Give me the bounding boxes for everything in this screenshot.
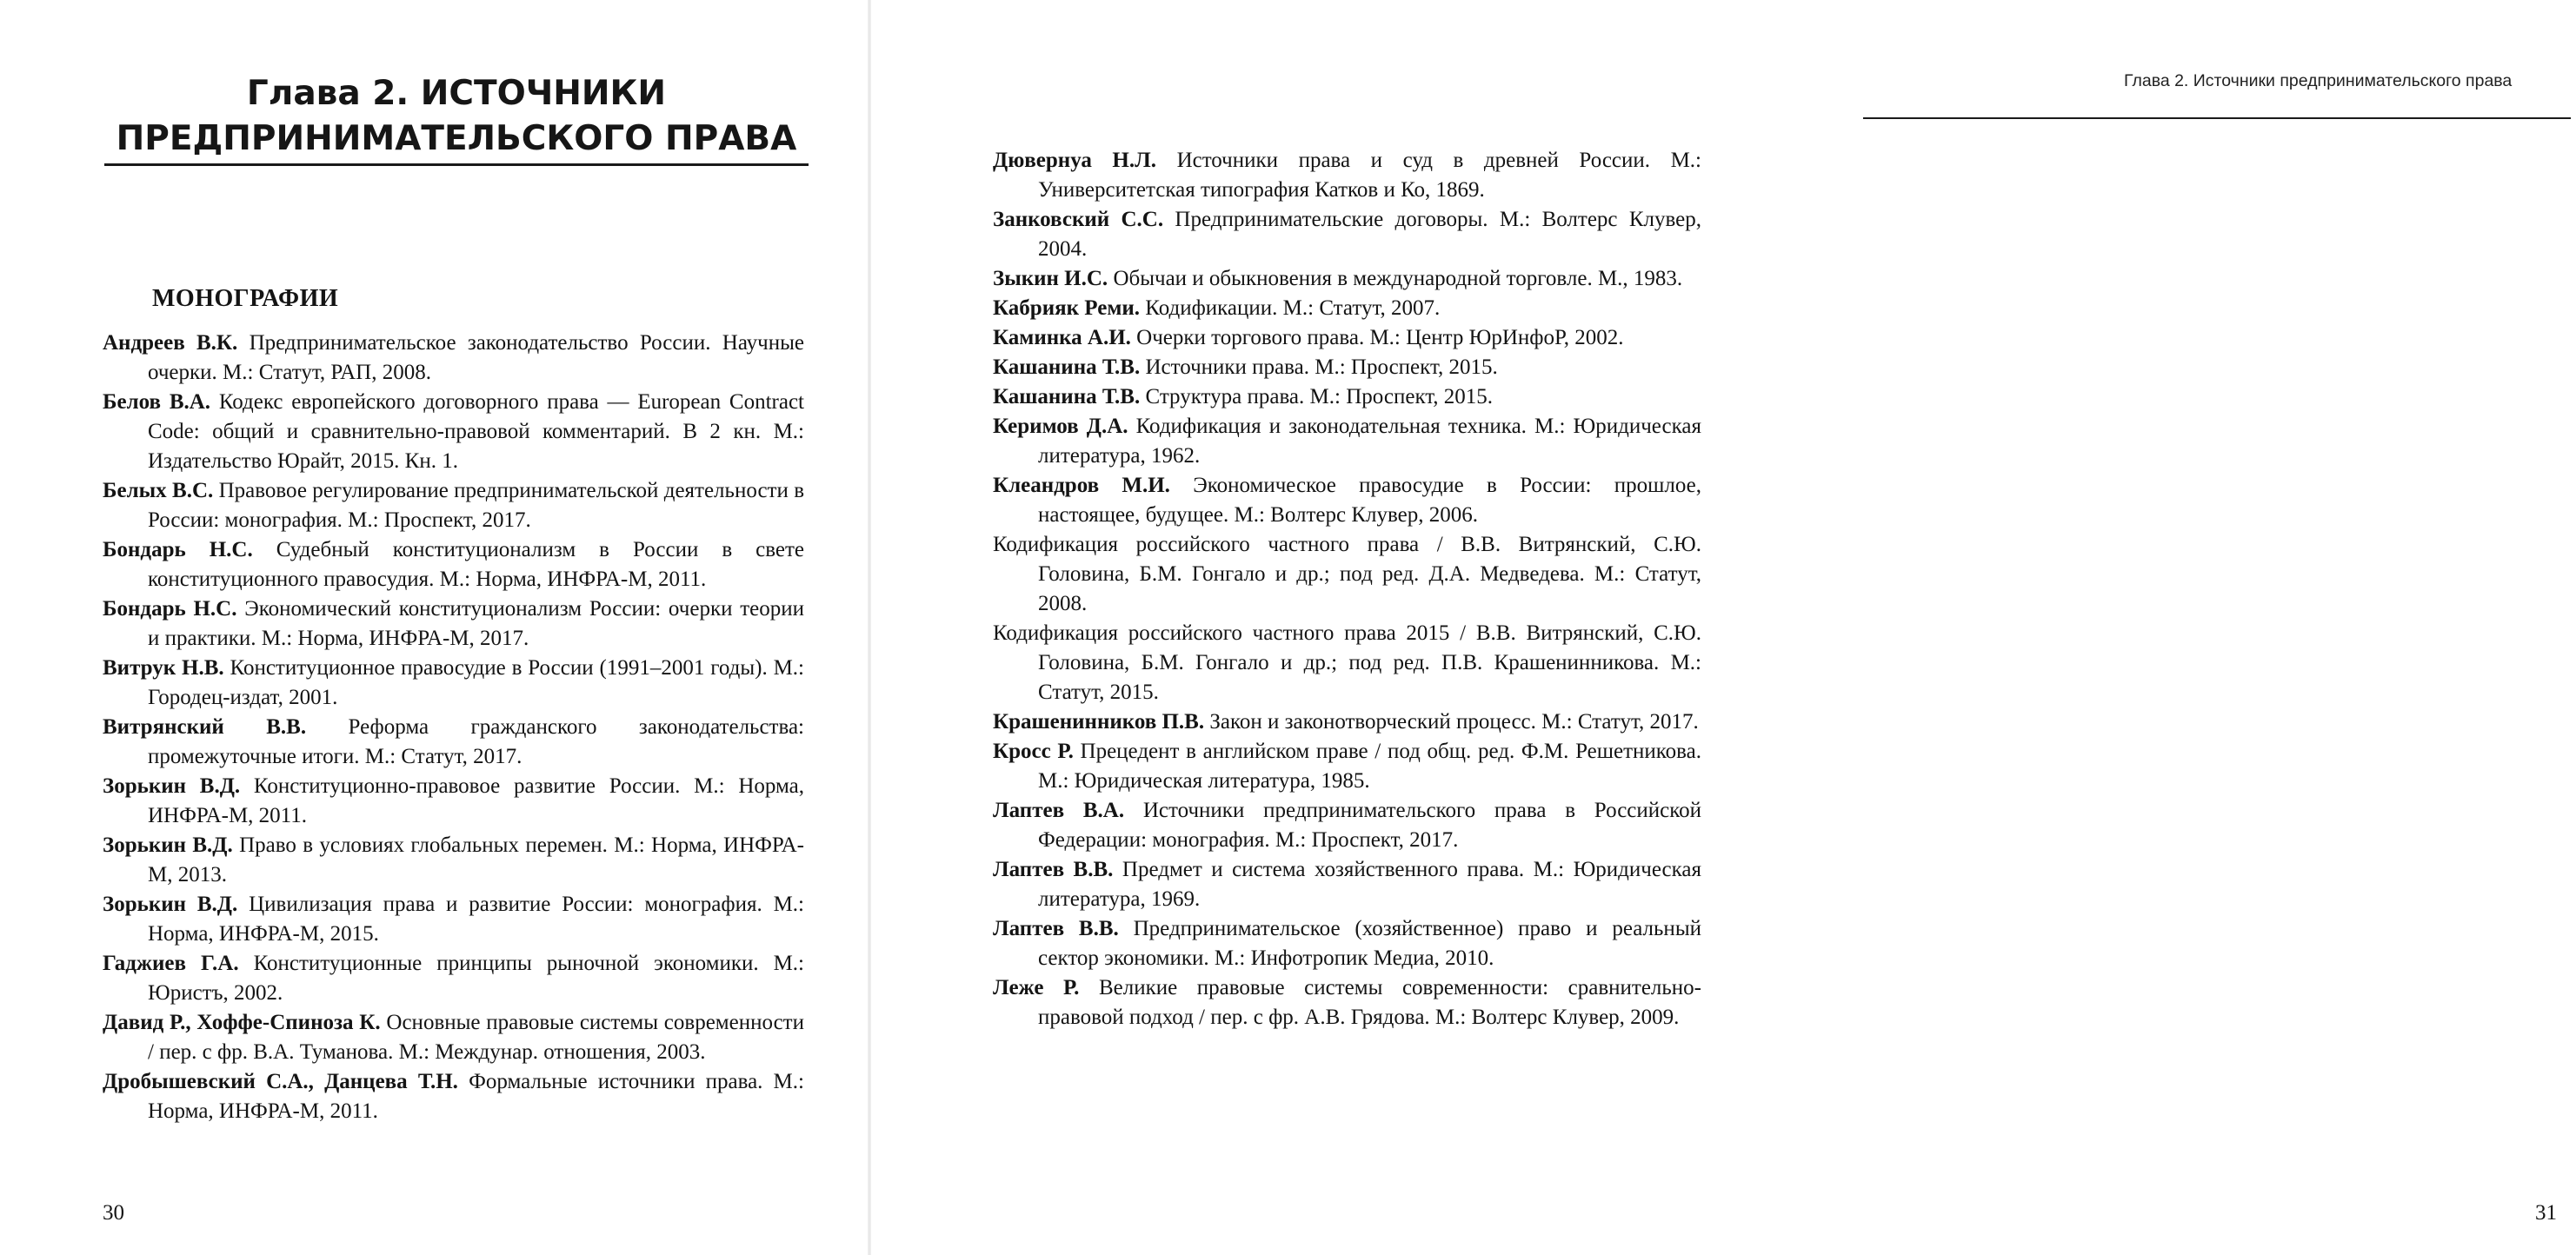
running-head-rule bbox=[1863, 117, 2571, 119]
entry-text: Формальные источники права. М.: Норма, ИНФРА-М, 2011. bbox=[148, 1070, 804, 1123]
bibliography-entry bbox=[993, 412, 1701, 471]
bibliography-list-right bbox=[993, 146, 1701, 1033]
title-rule bbox=[104, 163, 809, 166]
entry-author: Кросс Р. bbox=[993, 740, 1074, 763]
entry-author: Зыкин И.С. bbox=[993, 267, 1108, 290]
entry-author: Леже Р. bbox=[993, 976, 1080, 999]
entry-text: Кодекс европейского договорного права — European Contract Code: общий и сравнительно-правовой комментарий. В 2 кн. М.: Издательство Юрайт, 2015. Кн. 1. bbox=[148, 390, 804, 473]
bibliography-entry bbox=[103, 890, 804, 949]
entry-text: Цивилизация права и развитие России: монография. М.: Норма, ИНФРА-М, 2015. bbox=[148, 893, 804, 946]
entry-text: Кодификации. М.: Статут, 2007. bbox=[1140, 296, 1441, 320]
entry-author: Лаптев В.А. bbox=[993, 799, 1125, 822]
page-number-left: 30 bbox=[103, 1201, 124, 1225]
entry-author: Бондарь Н.С. bbox=[103, 597, 237, 621]
bibliography-entry bbox=[993, 146, 1701, 205]
entry-author: Зорькин В.Д. bbox=[103, 774, 241, 798]
bibliography-entry bbox=[993, 205, 1701, 264]
entry-text: Конституционно-правовое развитие России. М.: Норма, ИНФРА-М, 2011. bbox=[148, 774, 804, 827]
bibliography-entry bbox=[993, 737, 1701, 796]
bibliography-entry bbox=[993, 323, 1701, 353]
entry-author: Кашанина Т.В. bbox=[993, 385, 1141, 408]
page-number-right: 31 bbox=[2535, 1201, 2557, 1225]
bibliography-entry bbox=[993, 855, 1701, 914]
entry-author: Давид Р., Хоффе-Спиноза К. bbox=[103, 1011, 381, 1034]
entry-author: Кабрияк Реми. bbox=[993, 296, 1141, 320]
bibliography-entry bbox=[993, 707, 1701, 737]
bibliography-list-left bbox=[103, 329, 804, 1126]
entry-text: Кодификация российского частного права / В.В. Витрянский, С.Ю. Головина, Б.М. Гонгало и др.; под ред. Д.А. Медведева. М.: Статут, 2008. bbox=[993, 533, 1701, 615]
entry-author: Зорькин В.Д. bbox=[103, 893, 238, 916]
entry-author: Бондарь Н.С. bbox=[103, 538, 253, 561]
entry-text: Предпринимательские договоры. М.: Волтерс Клувер, 2004. bbox=[1038, 208, 1701, 261]
entry-text: Реформа гражданского законодательства: промежуточные итоги. М.: Статут, 2017. bbox=[148, 715, 804, 768]
bibliography-entry bbox=[103, 772, 804, 831]
entry-author: Дробышевский С.А., Данцева Т.Н. bbox=[103, 1070, 458, 1093]
entry-text: Основные правовые системы современности / пер. с фр. В.А. Туманова. М.: Междунар. отношения, 2003. bbox=[148, 1011, 804, 1064]
entry-author: Белов В.А. bbox=[103, 390, 211, 414]
entry-author: Зорькин В.Д. bbox=[103, 833, 233, 857]
entry-author: Гаджиев Г.А. bbox=[103, 952, 239, 975]
entry-text: Правовое регулирование предпринимательской деятельности в России: монография. М.: Проспект, 2017. bbox=[148, 479, 804, 532]
entry-author: Витрук Н.В. bbox=[103, 656, 224, 680]
chapter-title: Глава 2. ИСТОЧНИКИ ПРЕДПРИНИМАТЕЛЬСКОГО ПРАВА bbox=[116, 74, 797, 158]
entry-text: Право в условиях глобальных перемен. М.: Норма, ИНФРА-М, 2013. bbox=[148, 833, 804, 886]
entry-text: Экономический конституционализм России: очерки теории и практики. М.: Норма, ИНФРА-М, 2017. bbox=[148, 597, 804, 650]
bibliography-entry bbox=[103, 476, 804, 535]
entry-text: Предпринимательское (хозяйственное) право и реальный сектор экономики. М.: Инфотропик Медиа, 2010. bbox=[1038, 917, 1701, 970]
entry-text: Конституционные принципы рыночной экономики. М.: Юристъ, 2002. bbox=[148, 952, 804, 1005]
entry-text: Великие правовые системы современности: сравнительно-правовой подход / пер. с фр. А.В. Грядова. М.: Волтерс Клувер, 2009. bbox=[1038, 976, 1702, 1029]
bibliography-entry bbox=[993, 471, 1701, 530]
entry-text: Прецедент в английском праве / под общ. ред. Ф.М. Решетникова. М.: Юридическая литература, 1985. bbox=[1038, 740, 1701, 793]
entry-text: Закон и законотворческий процесс. М.: Статут, 2017. bbox=[1204, 710, 1699, 734]
bibliography-entry bbox=[993, 382, 1701, 412]
section-heading: МОНОГРАФИИ bbox=[152, 285, 339, 312]
bibliography-entry bbox=[103, 535, 804, 594]
left-page bbox=[0, 0, 869, 1255]
bibliography-entry bbox=[993, 530, 1701, 619]
entry-author: Дювернуа Н.Л. bbox=[993, 149, 1157, 172]
bibliography-entry bbox=[993, 264, 1701, 294]
bibliography-entry bbox=[103, 1067, 804, 1126]
entry-author: Лаптев В.В. bbox=[993, 917, 1119, 940]
bibliography-entry bbox=[103, 713, 804, 772]
entry-author: Белых В.С. bbox=[103, 479, 214, 502]
entry-author: Клеандров М.И. bbox=[993, 474, 1170, 497]
bibliography-entry bbox=[103, 654, 804, 713]
bibliography-entry bbox=[103, 329, 804, 388]
bibliography-entry bbox=[993, 914, 1701, 973]
bibliography-entry bbox=[103, 831, 804, 890]
entry-text: Структура права. М.: Проспект, 2015. bbox=[1140, 385, 1494, 408]
bibliography-entry bbox=[993, 973, 1701, 1033]
entry-text: Источники права. М.: Проспект, 2015. bbox=[1140, 355, 1498, 379]
entry-text: Источники права и суд в древней России. М.: Университетская типография Катков и Ко, 1869. bbox=[1038, 149, 1702, 202]
bibliography-entry bbox=[993, 294, 1701, 323]
bibliography-entry bbox=[103, 1008, 804, 1067]
entry-text: Кодификация российского частного права 2015 / В.В. Витрянский, С.Ю. Головина, Б.М. Гонгало и др.; под ред. П.В. Крашенинникова. М.: Статут, 2015. bbox=[993, 621, 1701, 704]
entry-author: Занковский С.С. bbox=[993, 208, 1164, 231]
bibliography-entry bbox=[103, 388, 804, 476]
bibliography-entry bbox=[993, 796, 1701, 855]
entry-text: Обычаи и обыкновения в международной торговле. М., 1983. bbox=[1108, 267, 1683, 290]
bibliography-entry bbox=[103, 949, 804, 1008]
right-page bbox=[869, 0, 2557, 1255]
entry-text: Экономическое правосудие в России: прошлое, настоящее, будущее. М.: Волтерс Клувер, 2006. bbox=[1038, 474, 1701, 527]
entry-author: Кашанина Т.В. bbox=[993, 355, 1141, 379]
entry-author: Керимов Д.А. bbox=[993, 415, 1128, 438]
entry-text: Конституционное правосудие в России (1991–2001 годы). М.: Городец-издат, 2001. bbox=[148, 656, 804, 709]
entry-author: Крашенинников П.В. bbox=[993, 710, 1205, 734]
entry-text: Источники предпринимательского права в Российской Федерации: монография. М.: Проспект, 2017. bbox=[1038, 799, 1701, 852]
entry-text: Предмет и система хозяйственного права. М.: Юридическая литература, 1969. bbox=[1038, 858, 1701, 911]
entry-author: Витрянский В.В. bbox=[103, 715, 307, 739]
entry-author: Каминка А.И. bbox=[993, 326, 1131, 349]
entry-text: Судебный конституционализм в России в свете конституционного правосудия. М.: Норма, ИНФРА-М, 2011. bbox=[148, 538, 804, 591]
entry-text: Кодификация и законодательная техника. М.: Юридическая литература, 1962. bbox=[1038, 415, 1701, 468]
entry-text: Предпринимательское законодательство России. Научные очерки. М.: Статут, РАП, 2008. bbox=[148, 331, 804, 384]
running-head: Глава 2. Источники предпринимательского права bbox=[2124, 71, 2513, 90]
bibliography-entry bbox=[993, 353, 1701, 382]
bibliography-entry bbox=[103, 594, 804, 654]
entry-text: Очерки торгового права. М.: Центр ЮрИнфоР, 2002. bbox=[1130, 326, 1624, 349]
entry-author: Андреев В.К. bbox=[103, 331, 238, 355]
bibliography-entry bbox=[993, 619, 1701, 707]
entry-author: Лаптев В.В. bbox=[993, 858, 1114, 881]
